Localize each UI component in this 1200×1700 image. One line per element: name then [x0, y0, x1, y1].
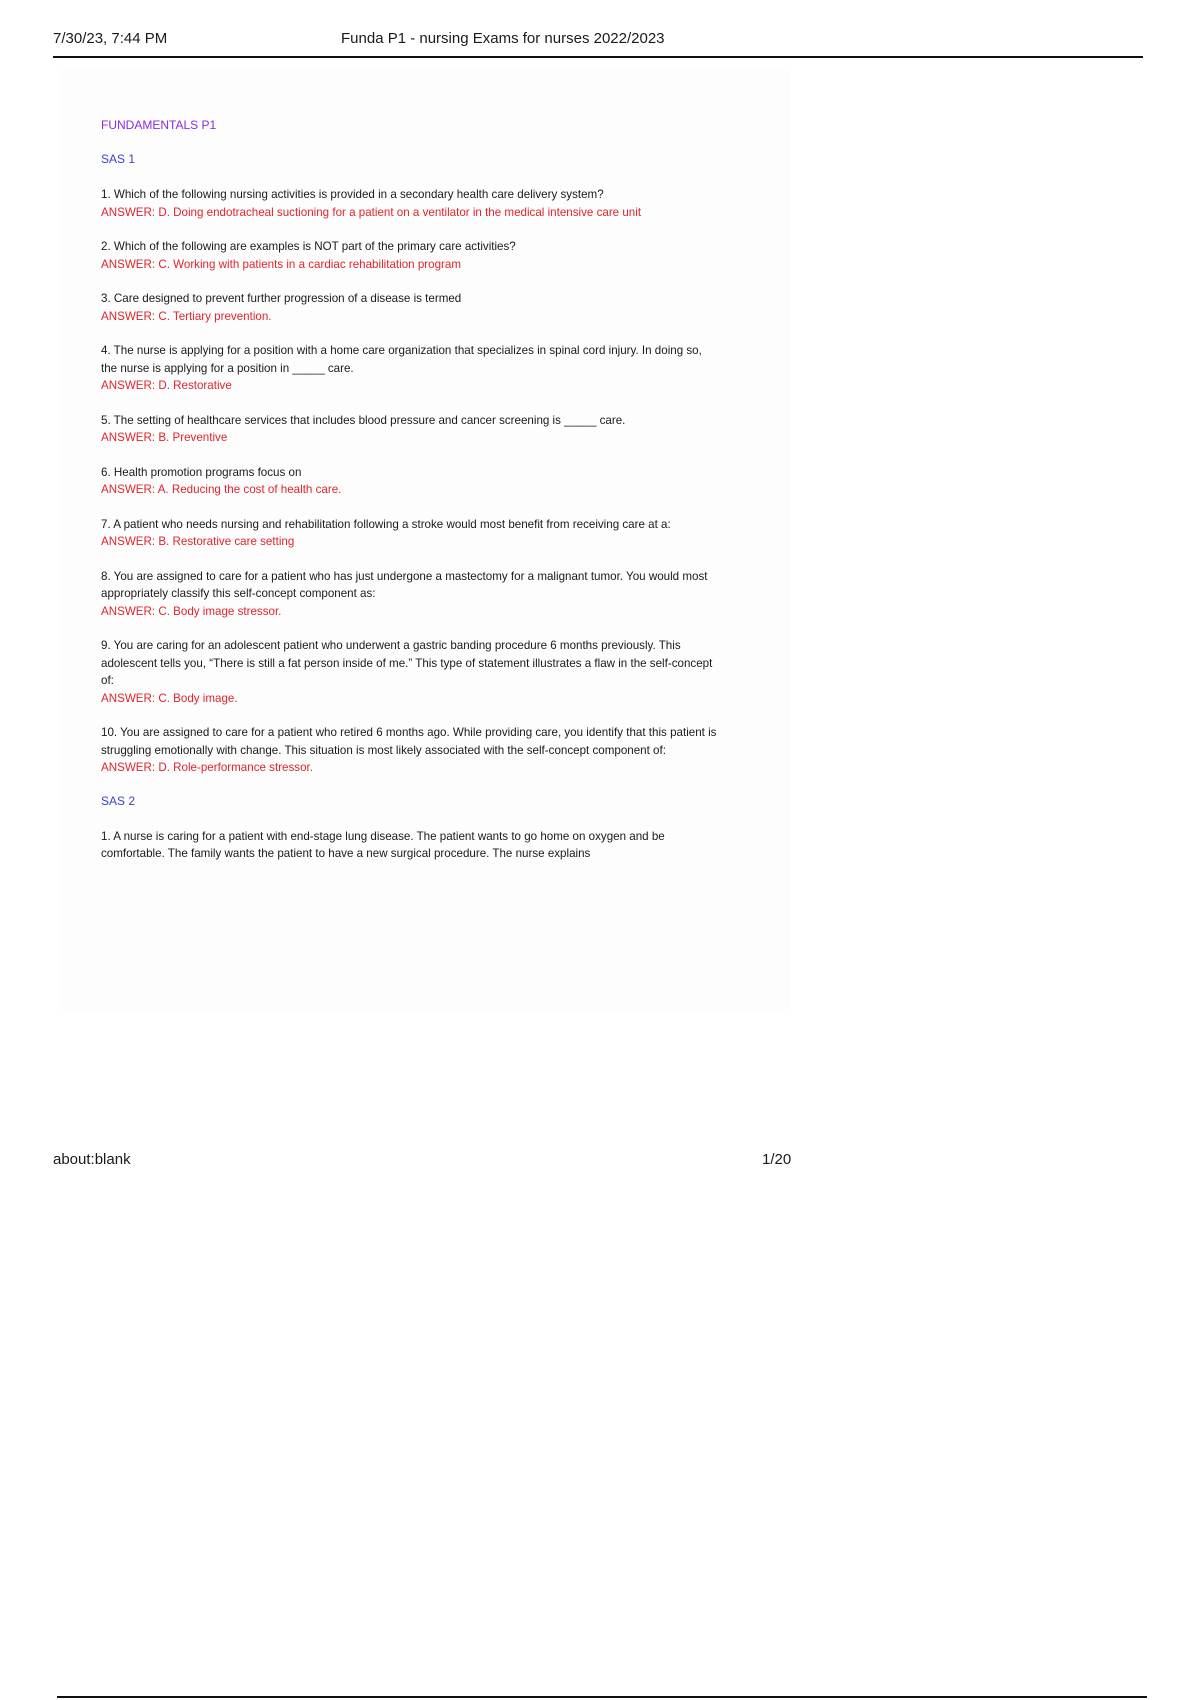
question-text: 3. Care designed to prevent further progression of a disease is termed [101, 292, 462, 305]
answer-text: ANSWER: C. Body image. [101, 691, 238, 705]
answer-text: ANSWER: B. Preventive [101, 431, 228, 444]
question-text: 5. The setting of healthcare services that includes blood pressure and cancer screening is _____ care. [101, 413, 626, 427]
question-text: 10. You are assigned to care for a patient who retired 6 months ago. While providing care, you identify that this patient is struggling emotionally with change. This situation is most likely associated with the self-concept component of: [101, 726, 717, 757]
document-content [60, 70, 790, 1010]
answer-text: ANSWER: A. Reducing the cost of health care. [101, 483, 342, 496]
qa-item-9 [101, 637, 721, 707]
question-text: 8. You are assigned to care for a patient who has just undergone a mastectomy for a malignant tumor. You would most appropriately classify this self-concept component as: [101, 569, 708, 600]
question-text: 6. Health promotion programs focus on [101, 465, 302, 479]
main-heading: FUNDAMENTALS P1 [101, 118, 217, 132]
qa-item-8 [101, 568, 721, 621]
answer-text: ANSWER: C. Tertiary prevention. [101, 309, 272, 323]
answer-text: ANSWER: D. Doing endotracheal suctioning for a patient on a ventilator in the medical intensive care unit [101, 205, 642, 219]
question-text: 9. You are caring for an adolescent patient who underwent a gastric banding procedure 6 months previously. This adolescent tells you, “There is still a fat person inside of me.” This type of statement illustrates a flaw in the self-concept of: [101, 639, 713, 687]
answer-text: ANSWER: C. Working with patients in a cardiac rehabilitation program [101, 257, 461, 271]
qa-item-1 [101, 186, 721, 221]
question-text: 2. Which of the following are examples is NOT part of the primary care activities? [101, 240, 516, 253]
answer-text: ANSWER: D. Role-performance stressor. [101, 761, 313, 774]
qa-item-6 [101, 464, 721, 499]
qa-item-4 [101, 342, 721, 395]
question-text: 1. A nurse is caring for a patient with end-stage lung disease. The patient wants to go home on oxygen and be comfortable. The family wants the patient to have a new surgical procedure. The nurse explains [101, 829, 665, 860]
qa-item-5 [101, 412, 721, 447]
qa-item-2 [101, 238, 721, 273]
question-text: 1. Which of the following nursing activities is provided in a secondary health care delivery system? [101, 188, 604, 201]
document-title: Funda P1 - nursing Exams for nurses 2022/2023 [341, 30, 665, 47]
answer-text: ANSWER: C. Body image stressor. [101, 604, 282, 618]
question-text: 4. The nurse is applying for a position with a home care organization that specializes in spinal cord injury. In doing so, the nurse is applying for a position in _____ care. [101, 344, 702, 375]
qa-item-7 [101, 516, 721, 551]
page-url: about:blank [53, 1151, 131, 1168]
print-header [53, 28, 1143, 58]
qa-item-10 [101, 724, 721, 777]
qa-item-sas2-1 [101, 828, 721, 863]
section-heading-sas-2: SAS 2 [101, 793, 136, 808]
section-heading-sas-1: SAS 1 [101, 152, 136, 166]
answer-text: ANSWER: B. Restorative care setting [101, 535, 295, 548]
answer-text: ANSWER: D. Restorative [101, 379, 232, 392]
print-datetime: 7/30/23, 7:44 PM [53, 30, 168, 47]
bottom-divider [57, 1696, 1147, 1698]
question-text: 7. A patient who needs nursing and rehabilitation following a stroke would most benefit from receiving care at a: [101, 517, 671, 531]
page-number: 1/20 [762, 1151, 792, 1168]
qa-item-3 [101, 290, 721, 325]
document-body [101, 118, 721, 880]
